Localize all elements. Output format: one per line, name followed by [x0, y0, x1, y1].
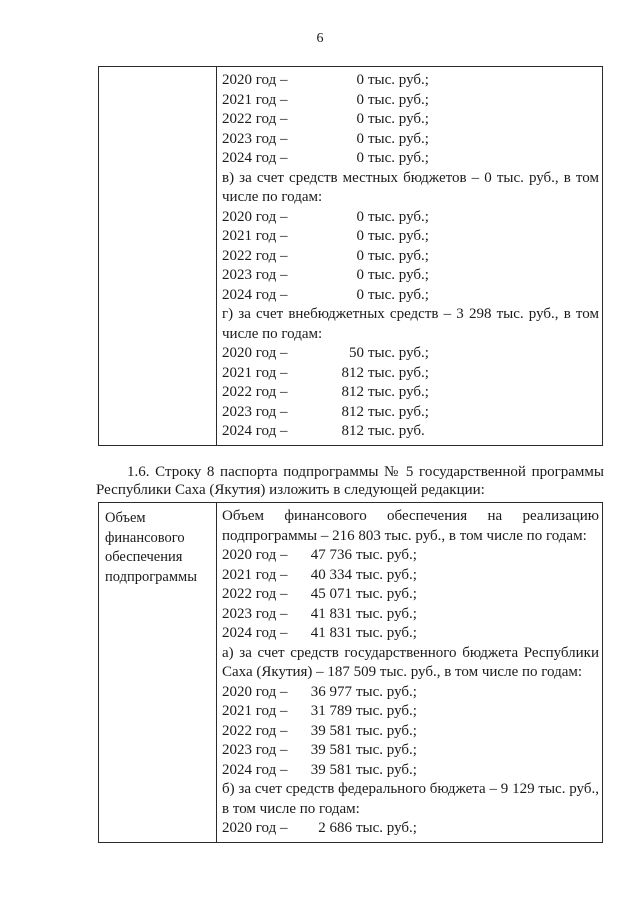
amount-value: 45 071 [310, 586, 352, 602]
unit-label: тыс. руб.; [368, 247, 429, 264]
amount-value: 41 831 [310, 605, 352, 622]
amount-value: 0 [356, 130, 364, 147]
unit-label: тыс. руб.; [368, 72, 429, 88]
year-row [222, 71, 599, 91]
local-year-list [222, 208, 599, 306]
year-row [222, 130, 599, 150]
passport-table-new [98, 502, 603, 843]
label-line: обеспечения [105, 549, 183, 565]
year-label: 2022 год – [222, 722, 288, 739]
year-row [222, 266, 599, 286]
year-row [222, 247, 599, 267]
year-row [222, 422, 599, 442]
unit-label: тыс. руб.; [356, 547, 417, 563]
amount-value: 0 [356, 72, 364, 88]
amount-value: 0 [356, 111, 364, 127]
amount-value: 39 581 [310, 722, 352, 739]
funding-value-cell [217, 67, 603, 446]
funding-value-cell [217, 503, 603, 843]
year-label: 2024 год – [222, 625, 288, 641]
unit-label: тыс. руб.; [368, 111, 429, 127]
passport-table-continued [98, 66, 603, 446]
year-row [222, 344, 599, 364]
year-label: 2020 год – [222, 547, 288, 563]
amendment-paragraph-line-2: Республики Саха (Якутия) изложить в следующей редакции: [96, 482, 485, 498]
year-row [222, 761, 599, 781]
unit-label: тыс. руб.; [356, 703, 417, 719]
year-label: 2022 год – [222, 384, 288, 400]
amount-value: 39 581 [310, 742, 352, 758]
unit-label: тыс. руб.; [368, 286, 429, 303]
year-row [222, 208, 599, 228]
amount-value: 0 [356, 91, 364, 108]
federal-budget-heading: б) за счет средств федерального бюджета – 9 129 тыс. руб., [222, 781, 599, 797]
federal-budget-year-list [222, 819, 599, 839]
unit-label: тыс. руб.; [356, 586, 417, 602]
year-label: 2020 год – [222, 683, 288, 700]
page-number: 6 [316, 31, 324, 46]
unit-label: тыс. руб.; [368, 228, 429, 244]
amount-value: 0 [356, 286, 364, 303]
year-label: 2024 год – [222, 150, 288, 166]
amendment-paragraph-line-1: 1.6. Строку 8 паспорта подпрограммы № 5 государственной программы [127, 464, 604, 480]
unit-label: тыс. руб.; [368, 403, 429, 420]
year-row [222, 566, 599, 586]
extrabudgetary-heading: г) за счет внебюджетных средств – 3 298 тыс. руб., в том [222, 306, 599, 322]
amount-value: 0 [356, 267, 364, 283]
year-label: 2021 год – [222, 91, 288, 108]
federal-budget-heading-cont: в том числе по годам: [222, 800, 360, 817]
local-budget-heading: в) за счет средств местных бюджетов – 0 тыс. руб., в том [222, 169, 599, 186]
extrabudgetary-heading-cont: числе по годам: [222, 325, 323, 342]
label-line: Объем [105, 510, 146, 526]
year-row [222, 91, 599, 111]
federal-year-list [222, 71, 599, 169]
unit-label: тыс. руб.; [368, 130, 429, 147]
year-label: 2023 год – [222, 605, 288, 622]
year-label: 2020 год – [222, 345, 288, 361]
year-label: 2024 год – [222, 423, 288, 439]
amount-value: 812 [341, 364, 364, 381]
amount-value: 40 334 [310, 566, 352, 583]
year-label: 2023 год – [222, 130, 288, 147]
year-row [222, 702, 599, 722]
unit-label: тыс. руб.; [356, 761, 417, 778]
amount-value: 0 [356, 150, 364, 166]
year-row [222, 286, 599, 306]
year-label: 2021 год – [222, 566, 288, 583]
year-label: 2022 год – [222, 247, 288, 264]
unit-label: тыс. руб.; [356, 820, 417, 836]
unit-label: тыс. руб.; [368, 267, 429, 283]
year-label: 2020 год – [222, 72, 288, 88]
year-label: 2021 год – [222, 228, 288, 244]
amount-value: 39 581 [310, 761, 352, 778]
year-label: 2024 год – [222, 286, 288, 303]
empty-label-cell [99, 67, 217, 446]
amount-value: 0 [356, 208, 364, 225]
unit-label: тыс. руб. [368, 423, 425, 439]
year-row [222, 585, 599, 605]
label-line: подпрограммы [105, 568, 197, 585]
unit-label: тыс. руб.; [368, 91, 429, 108]
year-row [222, 364, 599, 384]
unit-label: тыс. руб.; [356, 742, 417, 758]
year-row [222, 227, 599, 247]
total-year-list [222, 546, 599, 644]
year-row [222, 722, 599, 742]
year-label: 2023 год – [222, 267, 288, 283]
year-row [222, 741, 599, 761]
unit-label: тыс. руб.; [368, 384, 429, 400]
year-label: 2020 год – [222, 820, 288, 836]
state-budget-year-list [222, 683, 599, 781]
year-label: 2023 год – [222, 403, 288, 420]
unit-label: тыс. руб.; [368, 208, 429, 225]
year-row [222, 149, 599, 169]
amount-value: 47 736 [310, 547, 352, 563]
unit-label: тыс. руб.; [368, 150, 429, 166]
amount-value: 0 [356, 247, 364, 264]
amount-value: 41 831 [310, 625, 352, 641]
unit-label: тыс. руб.; [356, 605, 417, 622]
unit-label: тыс. руб.; [356, 566, 417, 583]
amount-value: 812 [341, 423, 364, 439]
state-budget-heading: а) за счет средств государственного бюджета Республики [222, 644, 599, 661]
label-line: финансового [105, 529, 185, 546]
local-budget-heading-cont: числе по годам: [222, 189, 323, 205]
year-row [222, 546, 599, 566]
year-row [222, 383, 599, 403]
year-row [222, 403, 599, 423]
extrabudgetary-year-list [222, 344, 599, 442]
amount-value: 50 [349, 345, 364, 361]
year-label: 2021 год – [222, 364, 288, 381]
amount-value: 812 [341, 384, 364, 400]
unit-label: тыс. руб.; [368, 345, 429, 361]
amount-value: 2 686 [318, 820, 352, 836]
year-row [222, 605, 599, 625]
total-heading: Объем финансового обеспечения на реализацию [222, 508, 599, 524]
year-label: 2022 год – [222, 586, 288, 602]
year-label: 2024 год – [222, 761, 288, 778]
amount-value: 0 [356, 228, 364, 244]
year-label: 2020 год – [222, 208, 288, 225]
year-row [222, 683, 599, 703]
year-label: 2021 год – [222, 703, 288, 719]
state-budget-heading-cont: Саха (Якутия) – 187 509 тыс. руб., в том числе по годам: [222, 664, 583, 680]
unit-label: тыс. руб.; [368, 364, 429, 381]
year-row [222, 110, 599, 130]
year-row [222, 819, 599, 839]
amount-value: 812 [341, 403, 364, 420]
total-heading-cont: подпрограммы – 216 803 тыс. руб., в том числе по годам: [222, 527, 587, 544]
year-label: 2023 год – [222, 742, 288, 758]
amount-value: 36 977 [310, 683, 352, 700]
year-row [222, 624, 599, 644]
amount-value: 31 789 [310, 703, 352, 719]
unit-label: тыс. руб.; [356, 683, 417, 700]
label-cell [99, 503, 217, 843]
year-label: 2022 год – [222, 111, 288, 127]
unit-label: тыс. руб.; [356, 722, 417, 739]
unit-label: тыс. руб.; [356, 625, 417, 641]
